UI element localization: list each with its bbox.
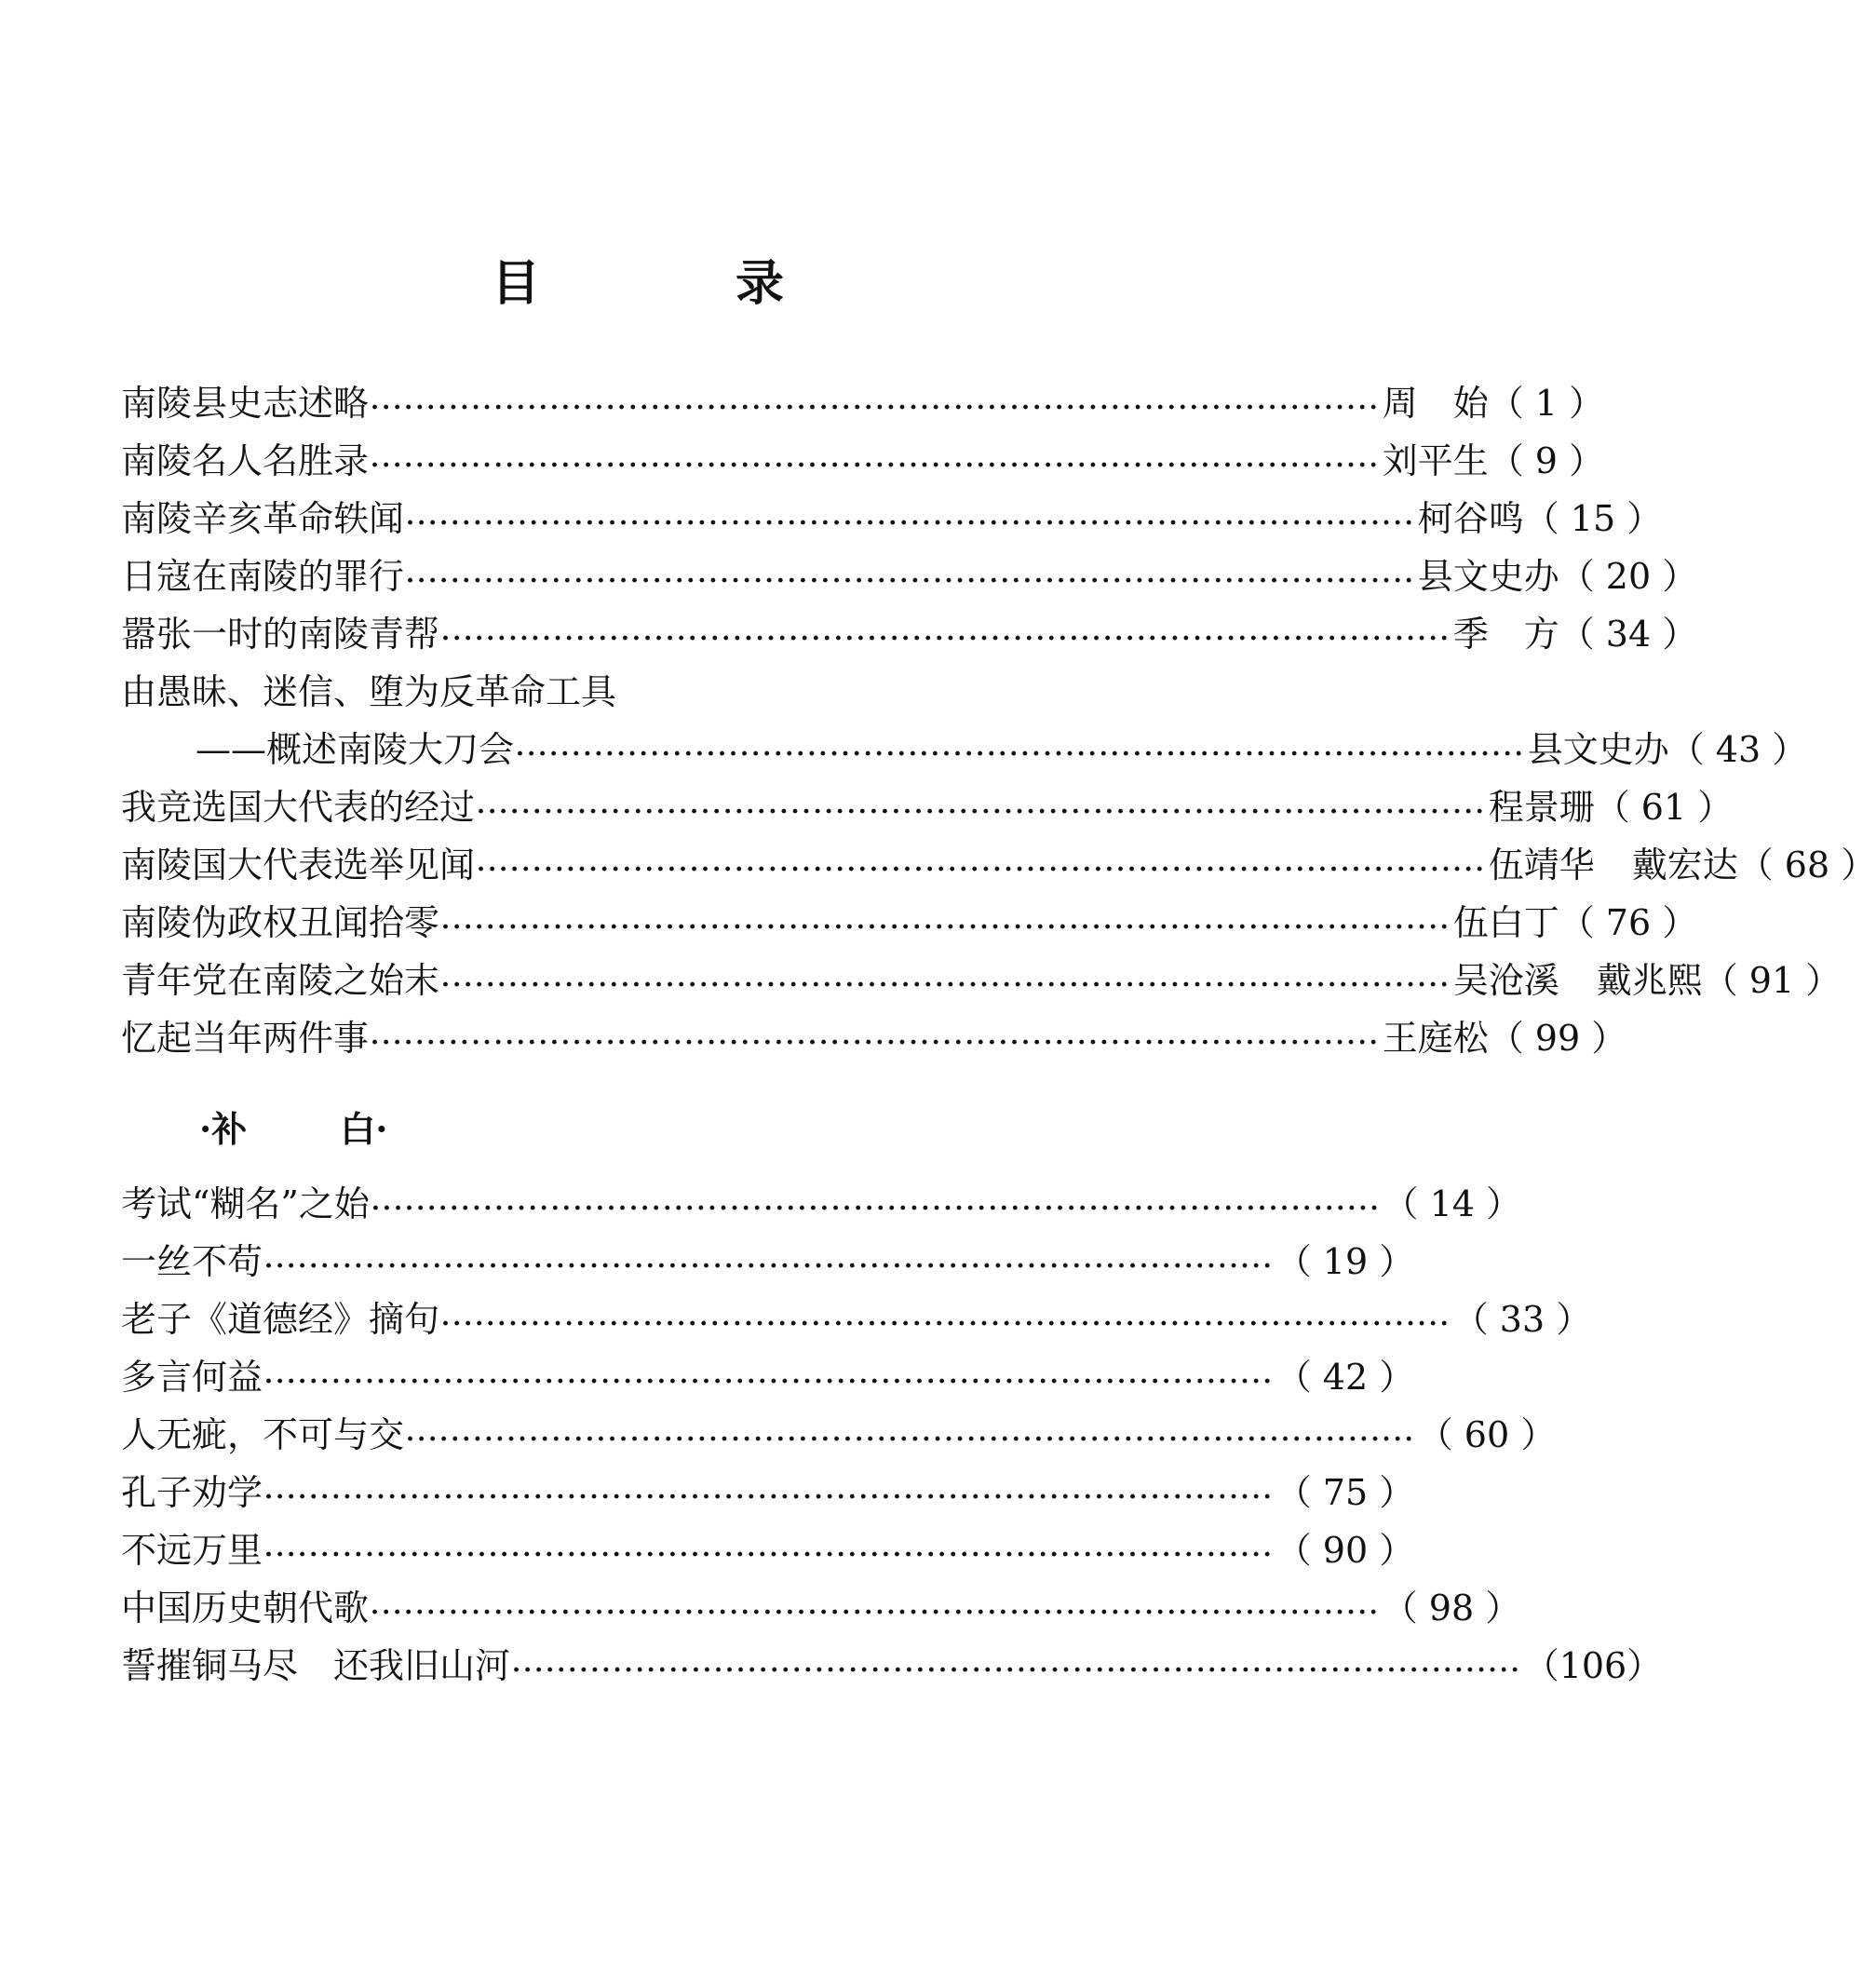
leader-dots: ·························································································· [406,567,1416,595]
entry-title: 人无疵，不可与交 [121,1414,405,1455]
entry-page: （ 61 ） [1594,787,1734,828]
supplement-entry[interactable] [121,1469,1415,1520]
entry-page: （ 91 ） [1702,960,1842,1001]
entry-page: （ 43 ） [1668,729,1808,770]
supplement-entry[interactable] [121,1296,1592,1347]
entry-page: （106） [1523,1645,1663,1686]
entry-title: 我竞选国大代表的经过 [121,787,476,828]
entry-title: 嚣张一时的南陵青帮 [121,614,440,655]
entry-author: 季 方 [1452,614,1559,655]
entry-author: 周 始 [1382,383,1489,424]
entry-page: （ 90 ） [1275,1530,1415,1571]
section-heading-left: ·补 [199,1108,248,1150]
toc-entry[interactable] [121,1015,1627,1066]
entry-title-line-1[interactable]: 由愚昧、迷信、堕为反革命工具 [121,671,617,712]
entry-page: （ 19 ） [1275,1241,1415,1282]
supplement-entry[interactable] [121,1585,1521,1636]
entry-author: 伍白丁 [1452,902,1559,943]
toc-entry[interactable] [121,957,1842,1008]
toc-entry[interactable] [121,438,1605,489]
section-heading-right: 白· [340,1108,388,1150]
entry-author: 伍靖华 [1488,845,1595,885]
entry-author: 柯谷鸣 [1417,498,1524,539]
entry-page: （ 1 ） [1488,383,1605,424]
entry-page: （ 68 ） [1737,845,1876,885]
leader-dots: ·························································································· [371,1029,1381,1057]
entry-title: 多言何益 [121,1357,263,1398]
page-title [0,244,1275,314]
entry-title: 南陵县史志述略 [121,383,370,424]
leader-dots: ·························································································· [264,1368,1275,1396]
leader-dots: ·························································································· [516,740,1526,768]
leader-dots: ·························································································· [406,509,1416,537]
entry-author-2: 戴宏达 [1631,845,1738,885]
entry-title: 一丝不苟 [121,1241,263,1282]
leader-dots: ·························································································· [512,1656,1522,1684]
leader-dots: ·························································································· [441,625,1451,653]
entry-title: 日寇在南陵的罪行 [121,556,405,597]
supplement-entry[interactable] [121,1642,1663,1694]
title-char-2: 录 [736,255,785,312]
supplement-entry[interactable] [121,1527,1415,1578]
leader-dots: ·························································································· [477,798,1487,826]
leader-dots: ·························································································· [371,452,1381,480]
supplement-entry[interactable] [121,1238,1415,1290]
entry-page: （ 60 ） [1417,1414,1557,1455]
title-char-1: 目 [491,255,540,312]
entry-title: 南陵国大代表选举见闻 [121,845,476,885]
entry-title: 誓摧铜马尽 还我旧山河 [121,1645,511,1686]
leader-dots: ·························································································· [264,1483,1275,1511]
toc-entry[interactable] [121,842,1876,893]
leader-dots: ·························································································· [477,856,1487,884]
entry-subtitle: ——概述南陵大刀会 [196,729,515,770]
entry-page: （ 9 ） [1488,440,1605,481]
entry-author: 县文史办 [1417,556,1559,597]
entry-page: （ 98 ） [1382,1588,1521,1628]
entry-title: 中国历史朝代歌 [121,1588,370,1628]
entry-author: 吴沧溪 [1452,960,1559,1001]
toc-entry[interactable] [121,495,1663,547]
toc-entry[interactable] [121,784,1734,835]
entry-title: 南陵辛亥革命轶闻 [121,498,405,539]
toc-entry[interactable] [121,899,1698,951]
entry-author: 县文史办 [1527,729,1669,770]
entry-page: （ 42 ） [1275,1357,1415,1398]
supplement-entry[interactable] [121,1181,1522,1232]
leader-dots: ·························································································· [371,1599,1381,1627]
toc-entry[interactable] [196,726,1808,777]
leader-dots: ·························································································· [371,1195,1382,1223]
entry-title: 考试“糊名”之始 [121,1183,370,1224]
leader-dots: ·························································································· [406,1426,1416,1453]
entry-title: 忆起当年两件事 [121,1018,370,1059]
toc-entry[interactable] [121,611,1698,662]
leader-dots: ·························································································· [264,1541,1275,1569]
leader-dots: ·························································································· [441,913,1451,941]
leader-dots: ·························································································· [441,971,1451,999]
toc-entry[interactable] [121,380,1605,431]
entry-page: （ 76 ） [1559,902,1698,943]
entry-page: （ 99 ） [1488,1018,1627,1059]
entry-page: （ 14 ） [1383,1183,1522,1224]
supplement-entry[interactable] [121,1412,1557,1463]
entry-page: （ 75 ） [1275,1472,1415,1513]
entry-author-2: 戴兆熙 [1596,960,1703,1001]
entry-page: （ 34 ） [1559,614,1698,655]
leader-dots: ·························································································· [264,1252,1275,1280]
leader-dots: ·························································································· [441,1310,1451,1338]
entry-title: 南陵名人名胜录 [121,440,370,481]
toc-entry[interactable] [121,553,1698,604]
entry-page: （ 15 ） [1523,498,1663,539]
leader-dots: ·························································································· [371,394,1381,422]
entry-author: 程景珊 [1488,787,1595,828]
section-heading [199,1106,387,1153]
supplement-entry[interactable] [121,1354,1415,1405]
entry-author: 刘平生 [1382,440,1489,481]
entry-title: 孔子劝学 [121,1472,263,1513]
entry-page: （ 20 ） [1559,556,1698,597]
entry-title: 南陵伪政权丑闻拾零 [121,902,440,943]
entry-title: 青年党在南陵之始末 [121,960,440,1001]
entry-page: （ 33 ） [1452,1299,1592,1340]
entry-title: 老子《道德经》摘句 [121,1299,440,1340]
entry-title: 不远万里 [121,1530,263,1571]
entry-author: 王庭松 [1382,1018,1489,1059]
